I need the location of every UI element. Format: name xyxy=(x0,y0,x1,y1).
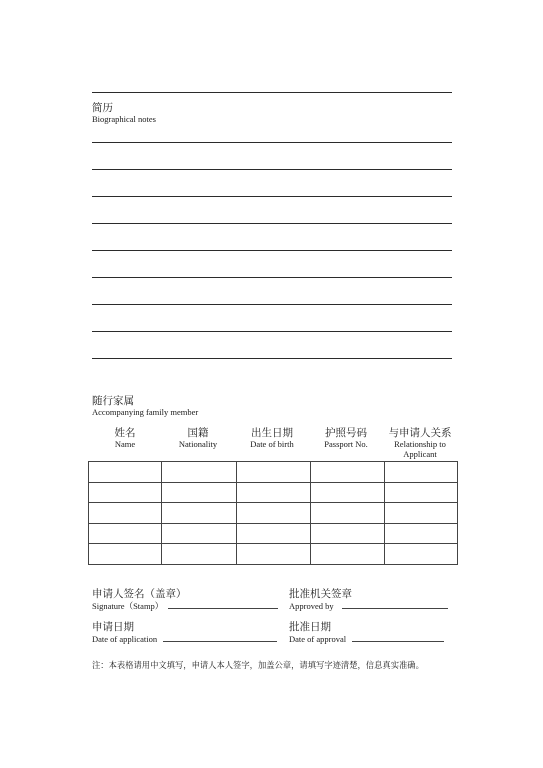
table-cell[interactable] xyxy=(162,462,237,483)
table-cell[interactable] xyxy=(162,482,237,503)
table-row xyxy=(89,503,458,524)
table-cell[interactable] xyxy=(162,523,237,544)
applicant-signature-label-en: Signature（Stamp） xyxy=(92,601,164,611)
bio-line[interactable] xyxy=(92,331,452,332)
table-cell[interactable] xyxy=(237,544,311,565)
approval-date-row xyxy=(289,632,444,644)
application-date-row xyxy=(92,632,277,644)
col-header-zh: 护照号码 xyxy=(325,427,367,439)
approval-date-label-zh: 批准日期 xyxy=(289,621,331,633)
col-header-en: Passport No. xyxy=(324,439,368,449)
col-header-en: Date of birth xyxy=(250,439,294,449)
bio-line[interactable] xyxy=(92,250,452,251)
table-cell[interactable] xyxy=(311,523,385,544)
col-header-en: Nationality xyxy=(178,439,218,449)
top-rule xyxy=(92,92,452,93)
table-cell[interactable] xyxy=(237,462,311,483)
bio-line[interactable] xyxy=(92,358,452,359)
table-cell[interactable] xyxy=(385,544,458,565)
family-table xyxy=(88,461,458,565)
bio-line[interactable] xyxy=(92,223,452,224)
table-row xyxy=(89,544,458,565)
bio-title-en: Biographical notes xyxy=(92,114,156,124)
approver-label-en: Approved by xyxy=(289,601,334,611)
col-header-dob xyxy=(236,428,308,450)
family-title-en: Accompanying family member xyxy=(92,407,199,417)
col-header-zh: 姓名 xyxy=(114,427,136,439)
applicant-signature-row xyxy=(92,599,278,612)
applicant-signature-label-zh: 申请人签名（盖章） xyxy=(92,588,187,600)
col-header-passport xyxy=(310,428,382,450)
table-cell[interactable] xyxy=(385,503,458,524)
approver-field[interactable] xyxy=(342,599,448,609)
table-cell[interactable] xyxy=(385,523,458,544)
table-cell[interactable] xyxy=(162,503,237,524)
col-header-en: Relationship to Applicant xyxy=(394,439,446,459)
approval-date-label-en: Date of approval xyxy=(289,634,347,644)
table-cell[interactable] xyxy=(385,462,458,483)
table-cell[interactable] xyxy=(237,503,311,524)
approver-label-zh: 批准机关签章 xyxy=(289,588,352,600)
bio-title-zh: 简历 xyxy=(92,102,113,114)
col-header-relationship xyxy=(382,428,458,459)
table-cell[interactable] xyxy=(89,544,162,565)
bio-line[interactable] xyxy=(92,169,452,170)
table-cell[interactable] xyxy=(89,523,162,544)
table-cell[interactable] xyxy=(311,544,385,565)
bio-line[interactable] xyxy=(92,196,452,197)
bio-line[interactable] xyxy=(92,142,452,143)
table-cell[interactable] xyxy=(311,462,385,483)
bio-line[interactable] xyxy=(92,277,452,278)
table-cell[interactable] xyxy=(89,503,162,524)
table-cell[interactable] xyxy=(237,482,311,503)
approval-date-field[interactable] xyxy=(352,632,444,642)
col-header-zh: 与申请人关系 xyxy=(388,427,452,439)
applicant-signature-field[interactable] xyxy=(168,599,278,609)
col-header-en: Name xyxy=(114,439,136,449)
application-date-field[interactable] xyxy=(163,632,277,642)
table-cell[interactable] xyxy=(89,462,162,483)
bio-line[interactable] xyxy=(92,304,452,305)
table-row xyxy=(89,462,458,483)
table-row xyxy=(89,523,458,544)
approver-row xyxy=(289,599,448,611)
col-header-name xyxy=(94,428,156,450)
table-cell[interactable] xyxy=(311,503,385,524)
table-cell[interactable] xyxy=(385,482,458,503)
col-header-nationality xyxy=(166,428,230,450)
family-title-zh: 随行家属 xyxy=(92,395,134,407)
table-cell[interactable] xyxy=(237,523,311,544)
table-row xyxy=(89,482,458,503)
table-cell[interactable] xyxy=(89,482,162,503)
table-cell[interactable] xyxy=(311,482,385,503)
form-note: 注：本表格请用中文填写，申请人本人签字，加盖公章，请填写字迹清楚，信息真实准确。 xyxy=(92,660,424,670)
col-header-zh: 出生日期 xyxy=(251,427,293,439)
application-date-label-en: Date of application xyxy=(92,634,158,644)
table-cell[interactable] xyxy=(162,544,237,565)
col-header-zh: 国籍 xyxy=(187,427,209,439)
application-date-label-zh: 申请日期 xyxy=(92,621,134,633)
